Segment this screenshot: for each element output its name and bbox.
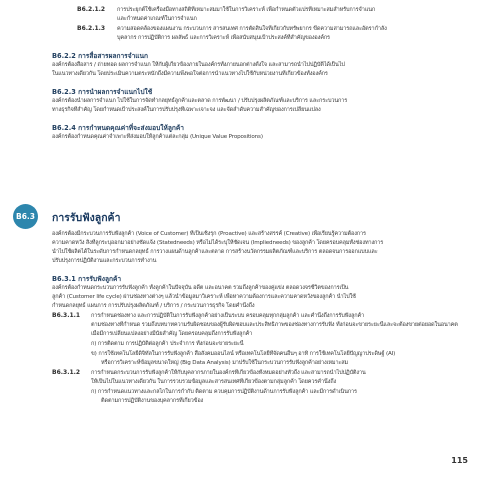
section-text-line: องค์กรต้องนำผลการจำแนก ไปใช้ในการจัดทำกลยุทธ์ลูกค้าและตลาด การพัฒนา / ปรับปรุงผลิตภัณฑ์และบริการ และกระบวนการ — [52, 98, 348, 104]
subsection-text-line: องค์กรต้องกำหนดกระบวนการรับฟังลูกค้า ทั้งลูกค้าในปัจจุบัน อดีต และอนาคต รวมถึงลูกค้าของคู่แข่ง ตลอดวงจรชีวิตของการเป็น — [52, 285, 349, 291]
section-text-line: ในแนวทางเดียวกัน โดยประเมินความตระหนักถึงมีความพึงพอใจต่อการนำแนวทางไปใช้กับหน่วยงานที่เกี่ยวข้องทั้งองค์กร — [52, 71, 328, 77]
section-text-line: ปรับปรุงการปฏิบัติงานและกระบวนการทำงาน — [52, 258, 157, 264]
item-number: B6.2.1.2 — [77, 6, 106, 13]
section-text-line: องค์กรต้องสื่อสาร / ถ่ายทอด ผลการจำแนก ให้กับผู้เกี่ยวข้องภายในองค์กรทั้งภายนอกต่างตั้งใจ และสามารถนำไปปฏิบัติได้เป็นไป — [52, 62, 345, 68]
section-heading: B6.2.4 การกำหนดคุณค่าที่จะส่งมอบให้ลูกค้า — [52, 124, 185, 132]
item-number: B6.3.1.2 — [52, 369, 81, 376]
item-text-line: การกำหนดกระบวนการรับฟังลูกค้าให้กับบุคลากรภายในองค์กรที่เกี่ยวข้องทั้งหมดอย่างทั่วถึง และสามารถนำไปปฏิบัติงาน — [91, 370, 366, 376]
item-text-line: ให้เป็นไปในแนวทางเดียวกัน ในการรวบรวมข้อมูลและสารสนเทศที่เกี่ยวข้องตามกลุ่มลูกค้า โดยควรคำนึงถึง — [91, 379, 337, 385]
item-text-line: การประยุกต์ใช้เครื่องมือทางสถิติที่เหมาะสมมาใช้ในการวิเคราะห์ เพื่อกำหนดตัวแปรที่เหมาะสมสำหรับการจำแนก — [117, 7, 376, 13]
bullet-text-line: ก) การกำหนดแนวทางและกลไกในการกำกับ ติดตาม ควบคุมการปฏิบัติงานด้านการรับฟังลูกค้า และมีการดำเนินการ — [91, 389, 357, 395]
subsection-text-line: กำหนดกลยุทธ์ แผนการ การปรับปรุงผลิตภัณฑ์ / บริการ / กระบวนการธุรกิจ โดยคำนึงถึง — [52, 303, 255, 309]
section-badge: B6.3 — [13, 204, 38, 229]
item-text-line: และกำหนดค่าเกณฑ์ในการจำแนก — [117, 16, 197, 22]
item-text-line: การกำหนดช่องทาง และการปฏิบัติในการรับฟังลูกค้าอย่างเป็นระบบ ครอบคลุมทุกกลุ่มลูกค้า และคำนึงถึงการรับฟังลูกค้า — [91, 313, 365, 319]
bullet-text-line: ติดตามการปฏิบัติงานของบุคลากรที่เกี่ยวข้อง — [101, 398, 204, 404]
bullet-text-line: หรือการวิเคราะห์ข้อมูลขนาดใหญ่ (Big Data Analysis) มาปรับใช้ในกระบวนการรับฟังลูกค้าอย่างเหมาะสม — [101, 360, 349, 366]
item-text-line: ความสอดคล้องของแผนงาน กระบวนการ สารสนเทศ การตัดสินใจที่เกี่ยวกับทรัพยากร ขีดความสามารถและอัตรากำลัง — [117, 26, 387, 32]
bullet-text-line: ก) การติดตาม การปฏิบัติต่อลูกค้า ประจำการ ทั้งก่อนจะขายระยะนี้ — [91, 341, 244, 347]
item-number: B6.3.1.1 — [52, 312, 81, 319]
section-text-line: ความคาดหวัง สิ่งที่ลูกระบุออกมาอย่างชัดแจ้ง (Statedneeds) หรือไม่ได้ระบุให้ชัดเจน (Impliedneeds) ของลูกค้า โดยครอบคลุมทั้งช่องทางการ — [52, 240, 384, 246]
section-text-line: นำไปใช้ผลิตได้ในระดับการกำหนดกลยุทธ์ การวางแผนด้านลูกค้าและตลาด การสร้างนวัตกรรมผลิตภัณฑ์และบริการ ตลอดจนการออกแบบและ — [52, 249, 378, 255]
section-text-line: ทางธุรกิจที่สำคัญ โดยกำหนดเป้าประสงค์ในการปรับปรุงที่เฉพาะเจาะจง และจัดลำดับความสำคัญของการเปลี่ยนแปลง — [52, 107, 321, 113]
item-text-line: ตามช่องทางที่กำหนด รวมถึงบทบาทความรับผิดชอบของผู้รับผิดชอบและประสิทธิภาพของช่องทางการรับฟัง ทั้งก่อนจะขายระยะนี้และจะต้องขายต่อยอดในอนาคต — [91, 322, 458, 328]
section-heading: B6.2.2 การสื่อสารผลการจำแนก — [52, 52, 149, 60]
section-text-line: องค์กรต้องกำหนดคุณค่าจำเพาะที่ส่งมอบให้ลูกค้าแต่ละกลุ่ม (Unique Value Propositions) — [52, 134, 263, 140]
bullet-text-line: ข) การใช้เทคโนโลยีดิจิทัลในการรับฟังลูกค้า สื่อสังคมออนไลน์ หรือเทคโนโลยีที่จัดคนอื่นๆ อาทิ การใช้เทคโนโลยีปัญญาประดิษฐ์ (AI) — [91, 351, 396, 357]
item-text-line: เมื่อมีการเปลี่ยนแปลงอย่างมีนัยสำคัญ โดยครอบคลุมถึงการรับฟังลูกค้า — [91, 331, 253, 337]
section-title: การรับฟังลูกค้า — [52, 212, 121, 224]
item-number: B6.2.1.3 — [77, 25, 106, 32]
section-text-line: องค์กรต้องมีกระบวนการรับฟังลูกค้า (Voice of Customer) ที่เป็นเชิงรุก (Proactive) และสร้างสรรค์ (Creative) เพื่อเรียนรู้ความต้องการ — [52, 231, 366, 237]
subsection-heading: B6.3.1 การรับฟังลูกค้า — [52, 275, 122, 283]
subsection-text-line: ลูกค้า (Customer life cycle) ผ่านช่องทางต่างๆ แล้วนำข้อมูลมาวิเคราะห์ เพื่อหาความต้องการและความคาดหวังของลูกค้า นำไปใช้ — [52, 294, 356, 300]
section-heading: B6.2.3 การนำผลการจำแนกไปใช้ — [52, 88, 153, 96]
item-text-line: บุคลากร การปฏิบัติการ ผลลัพธ์ และการวิเคราะห์ เพื่อสนับสนุนเป้าประสงค์ที่สำคัญขององค์กร — [117, 35, 330, 41]
page-number: 115 — [451, 456, 468, 465]
